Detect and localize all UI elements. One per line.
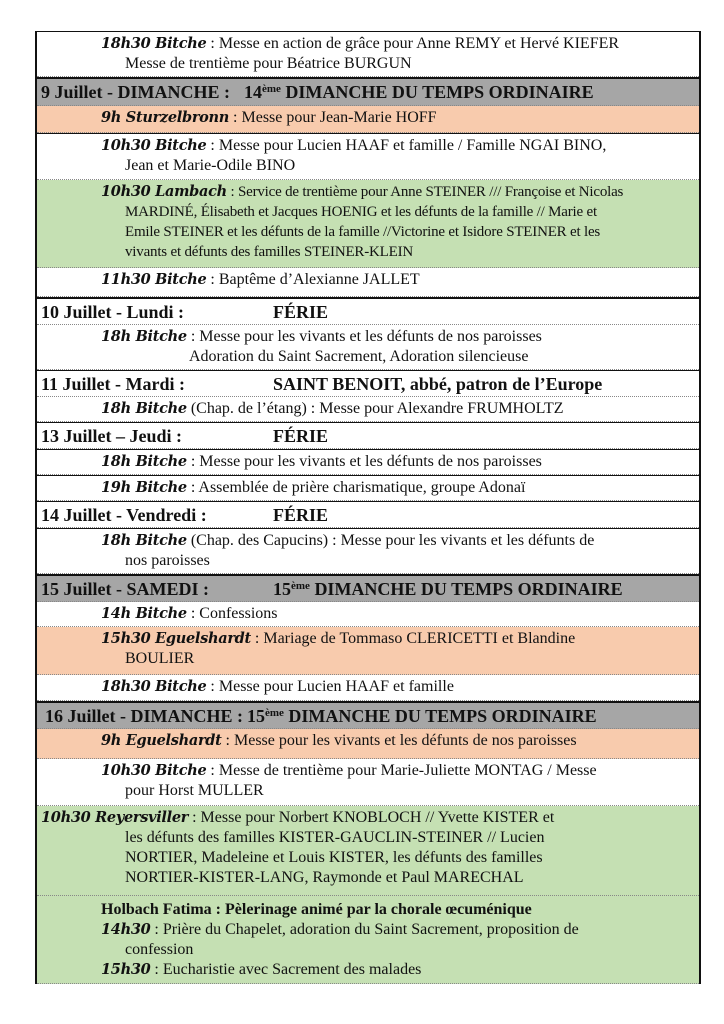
mass-entry bbox=[37, 106, 699, 130]
mass-entry-row bbox=[37, 729, 699, 759]
mass-entry bbox=[37, 325, 699, 369]
ordinal-suffix: ème bbox=[264, 707, 284, 719]
entry-continuation: pour Horst MULLER bbox=[125, 782, 264, 799]
entry-continuation: BOULIER bbox=[125, 650, 195, 667]
day-header-row bbox=[37, 422, 699, 449]
entry-text: Assemblée de prière charismatique, groupe Adonaï bbox=[198, 479, 526, 496]
mass-entry-row bbox=[37, 475, 699, 501]
time-location: 18h Bitche bbox=[101, 400, 187, 417]
entry-continuation: Jean et Marie-Odile BINO bbox=[125, 157, 296, 174]
time-location: 18h Bitche bbox=[101, 532, 187, 549]
pilgrimage-text: Prière du Chapelet, adoration du Saint Sacrement, proposition de bbox=[162, 921, 579, 938]
mass-entry-row bbox=[37, 528, 699, 574]
mass-entry-row bbox=[37, 180, 699, 268]
entry-text: Messe pour Norbert KNOBLOCH // Yvette KISTER et bbox=[200, 809, 555, 826]
mass-entry-row bbox=[37, 627, 699, 675]
day-label-text: FÉRIE bbox=[273, 505, 329, 525]
separator: : bbox=[206, 678, 219, 695]
time-location: 18h Bitche bbox=[101, 453, 187, 470]
liturgical-day-label bbox=[273, 578, 623, 601]
entry-text: Messe pour les vivants et les défunts de nos paroisses bbox=[199, 453, 542, 470]
separator: : bbox=[206, 271, 219, 288]
entry-continuation: Emile STEINER et les défunts de la famille //Victorine et Isidore STEINER et les bbox=[125, 224, 601, 240]
mass-entry-row bbox=[37, 675, 699, 701]
separator: : bbox=[206, 137, 219, 154]
mass-entry-row bbox=[37, 325, 699, 370]
day-header bbox=[37, 371, 699, 396]
entry-text: Mariage de Tommaso CLERICETTI et Blandine bbox=[263, 630, 576, 647]
entry-continuation: les défunts des familles KISTER-GAUCLIN-STEINER // Lucien bbox=[125, 829, 545, 846]
entry-continuation: NORTIER-KISTER-LANG, Raymonde et Paul MARECHAL bbox=[125, 869, 524, 886]
liturgical-day-label bbox=[273, 425, 328, 448]
entry-text: Confessions bbox=[199, 605, 278, 622]
separator: : bbox=[221, 732, 234, 749]
time-location: 10h30 Reyersviller bbox=[41, 809, 189, 826]
mass-entry bbox=[37, 675, 699, 699]
mass-entry bbox=[37, 180, 699, 264]
entry-text: Messe pour Alexandre FRUMHOLTZ bbox=[319, 400, 564, 417]
mass-entry-row bbox=[37, 759, 699, 806]
day-header-row bbox=[37, 701, 699, 729]
liturgical-day-label bbox=[247, 705, 597, 728]
day-label-text: FÉRIE bbox=[273, 302, 329, 322]
mass-entry bbox=[37, 729, 699, 753]
entry-text: Messe pour Lucien HAAF et famille / Famille NGAI BINO, bbox=[218, 137, 607, 154]
mass-schedule-table bbox=[35, 31, 701, 984]
entry-text: Messe pour les vivants et les défunts de bbox=[340, 532, 595, 549]
entry-text: Messe pour les vivants et les défunts de nos paroisses bbox=[233, 732, 577, 749]
time-location: 10h30 Bitche bbox=[101, 762, 207, 779]
day-date: 11 Juillet - Mardi : bbox=[41, 374, 185, 394]
ordinal-number: 15 bbox=[246, 706, 265, 726]
entry-text: Baptême d’Alexianne JALLET bbox=[218, 271, 420, 288]
separator: : bbox=[226, 184, 238, 200]
liturgical-day-label bbox=[273, 504, 328, 527]
separator: : bbox=[206, 35, 219, 52]
entry-continuation: Adoration du Saint Sacrement, Adoration silencieuse bbox=[189, 348, 529, 365]
separator: : bbox=[186, 605, 200, 622]
time-location: 15h30 Eguelshardt bbox=[101, 630, 251, 647]
pilgrimage-time: 15h30 bbox=[101, 961, 151, 978]
day-header-row bbox=[37, 370, 699, 397]
pilgrimage-item bbox=[101, 920, 695, 960]
separator: : bbox=[150, 961, 163, 978]
day-header bbox=[37, 423, 699, 448]
entry-text: Service de trentième pour Anne STEINER /// Françoise et Nicolas bbox=[237, 184, 624, 200]
time-location: 9h Sturzelbronn bbox=[101, 109, 230, 126]
day-header bbox=[37, 502, 699, 527]
mass-entry-row bbox=[37, 31, 699, 77]
entry-text: Messe pour Jean-Marie HOFF bbox=[241, 109, 437, 126]
mass-entry-row bbox=[37, 602, 699, 627]
mass-entry bbox=[37, 134, 699, 178]
separator: : bbox=[188, 809, 201, 826]
mass-entry bbox=[37, 32, 699, 76]
separator: : bbox=[250, 630, 264, 647]
pilgrimage-time: 14h30 bbox=[101, 921, 151, 938]
mass-entry-row bbox=[37, 449, 699, 475]
entry-text: Messe pour les vivants et les défunts de nos paroisses bbox=[199, 328, 542, 345]
day-date: 14 Juillet - Vendredi : bbox=[41, 505, 207, 525]
entry-continuation: MARDINÉ, Élisabeth et Jacques HOENIG et les défunts de la famille // Marie et bbox=[125, 204, 597, 220]
time-location: 19h Bitche bbox=[101, 479, 187, 496]
day-header-row bbox=[37, 574, 699, 602]
pilgrimage-block bbox=[37, 896, 699, 982]
day-label-text: DIMANCHE DU TEMPS ORDINAIRE bbox=[283, 706, 597, 726]
mass-entry-row bbox=[37, 397, 699, 422]
separator: (Chap. de l’étang) : bbox=[186, 400, 320, 417]
liturgical-day-label bbox=[273, 373, 602, 396]
pilgrimage-continuation: confession bbox=[125, 941, 194, 958]
pilgrimage-row bbox=[37, 896, 699, 984]
separator: (Chap. des Capucins) : bbox=[186, 532, 341, 549]
mass-entry bbox=[37, 602, 699, 626]
time-location: 18h Bitche bbox=[101, 328, 187, 345]
day-label-text: DIMANCHE DU TEMPS ORDINAIRE bbox=[309, 579, 623, 599]
entry-continuation: nos paroisses bbox=[125, 552, 210, 569]
pilgrimage-title: Holbach Fatima : Pèlerinage animé par la chorale œcuménique bbox=[101, 901, 532, 918]
time-location: 10h30 Lambach bbox=[101, 183, 227, 200]
day-date: 10 Juillet - Lundi : bbox=[41, 302, 185, 322]
time-location: 14h Bitche bbox=[101, 605, 187, 622]
day-header-row bbox=[37, 77, 699, 106]
entry-continuation: vivants et défunts des familles STEINER-KLEIN bbox=[125, 244, 414, 260]
time-location: 10h30 Bitche bbox=[101, 137, 207, 154]
liturgical-day-label bbox=[273, 301, 328, 324]
separator: : bbox=[150, 921, 163, 938]
mass-entry-row bbox=[37, 806, 699, 896]
mass-entry-row bbox=[37, 268, 699, 297]
entry-continuation: Messe de trentième pour Béatrice BURGUN bbox=[125, 55, 412, 72]
entry-text: Messe pour Lucien HAAF et famille bbox=[218, 678, 454, 695]
mass-entry-row bbox=[37, 106, 699, 133]
mass-entry bbox=[37, 759, 699, 803]
pilgrimage-text: Eucharistie avec Sacrement des malades bbox=[162, 961, 422, 978]
time-location: 11h30 Bitche bbox=[101, 271, 207, 288]
entry-continuation: NORTIER, Madeleine et Louis KISTER, les défunts des familles bbox=[125, 849, 543, 866]
liturgical-day-label bbox=[244, 81, 594, 104]
day-header-row bbox=[37, 501, 699, 528]
day-label-text: DIMANCHE DU TEMPS ORDINAIRE bbox=[280, 82, 594, 102]
mass-entry bbox=[37, 627, 699, 671]
day-header bbox=[37, 703, 699, 728]
mass-entry bbox=[37, 529, 699, 573]
ordinal-number: 14 bbox=[243, 82, 262, 102]
separator: : bbox=[206, 762, 219, 779]
time-location: 9h Eguelshardt bbox=[101, 732, 222, 749]
pilgrimage-item bbox=[101, 960, 695, 980]
day-header-row bbox=[37, 297, 699, 325]
separator: : bbox=[186, 453, 200, 470]
mass-entry bbox=[37, 450, 699, 474]
day-label-text: SAINT BENOIT, abbé, patron de l’Europe bbox=[273, 374, 603, 394]
separator: : bbox=[186, 479, 199, 496]
mass-entry-row bbox=[37, 133, 699, 180]
mass-entry bbox=[37, 397, 699, 421]
day-header bbox=[37, 79, 699, 104]
mass-entry bbox=[37, 476, 699, 500]
mass-entry bbox=[37, 806, 699, 890]
day-date: 15 Juillet - SAMEDI : bbox=[41, 579, 209, 599]
separator: : bbox=[229, 109, 242, 126]
separator: : bbox=[186, 328, 200, 345]
ordinal-number: 15 bbox=[273, 579, 291, 599]
time-location: 18h30 Bitche bbox=[101, 678, 207, 695]
day-label-text: FÉRIE bbox=[273, 426, 329, 446]
day-date: 16 Juillet - DIMANCHE : bbox=[45, 706, 243, 726]
day-date: 13 Juillet – Jeudi : bbox=[41, 426, 183, 446]
day-date: 9 Juillet - DIMANCHE : bbox=[41, 82, 230, 102]
mass-entry bbox=[37, 268, 699, 292]
entry-text: Messe de trentième pour Marie-Juliette MONTAG / Messe bbox=[218, 762, 597, 779]
ordinal-suffix: ème bbox=[291, 580, 310, 592]
day-header bbox=[37, 576, 699, 601]
time-location: 18h30 Bitche bbox=[101, 35, 207, 52]
ordinal-suffix: ème bbox=[261, 83, 281, 95]
day-header bbox=[37, 299, 699, 324]
entry-text: Messe en action de grâce pour Anne REMY et Hervé KIEFER bbox=[218, 35, 620, 52]
